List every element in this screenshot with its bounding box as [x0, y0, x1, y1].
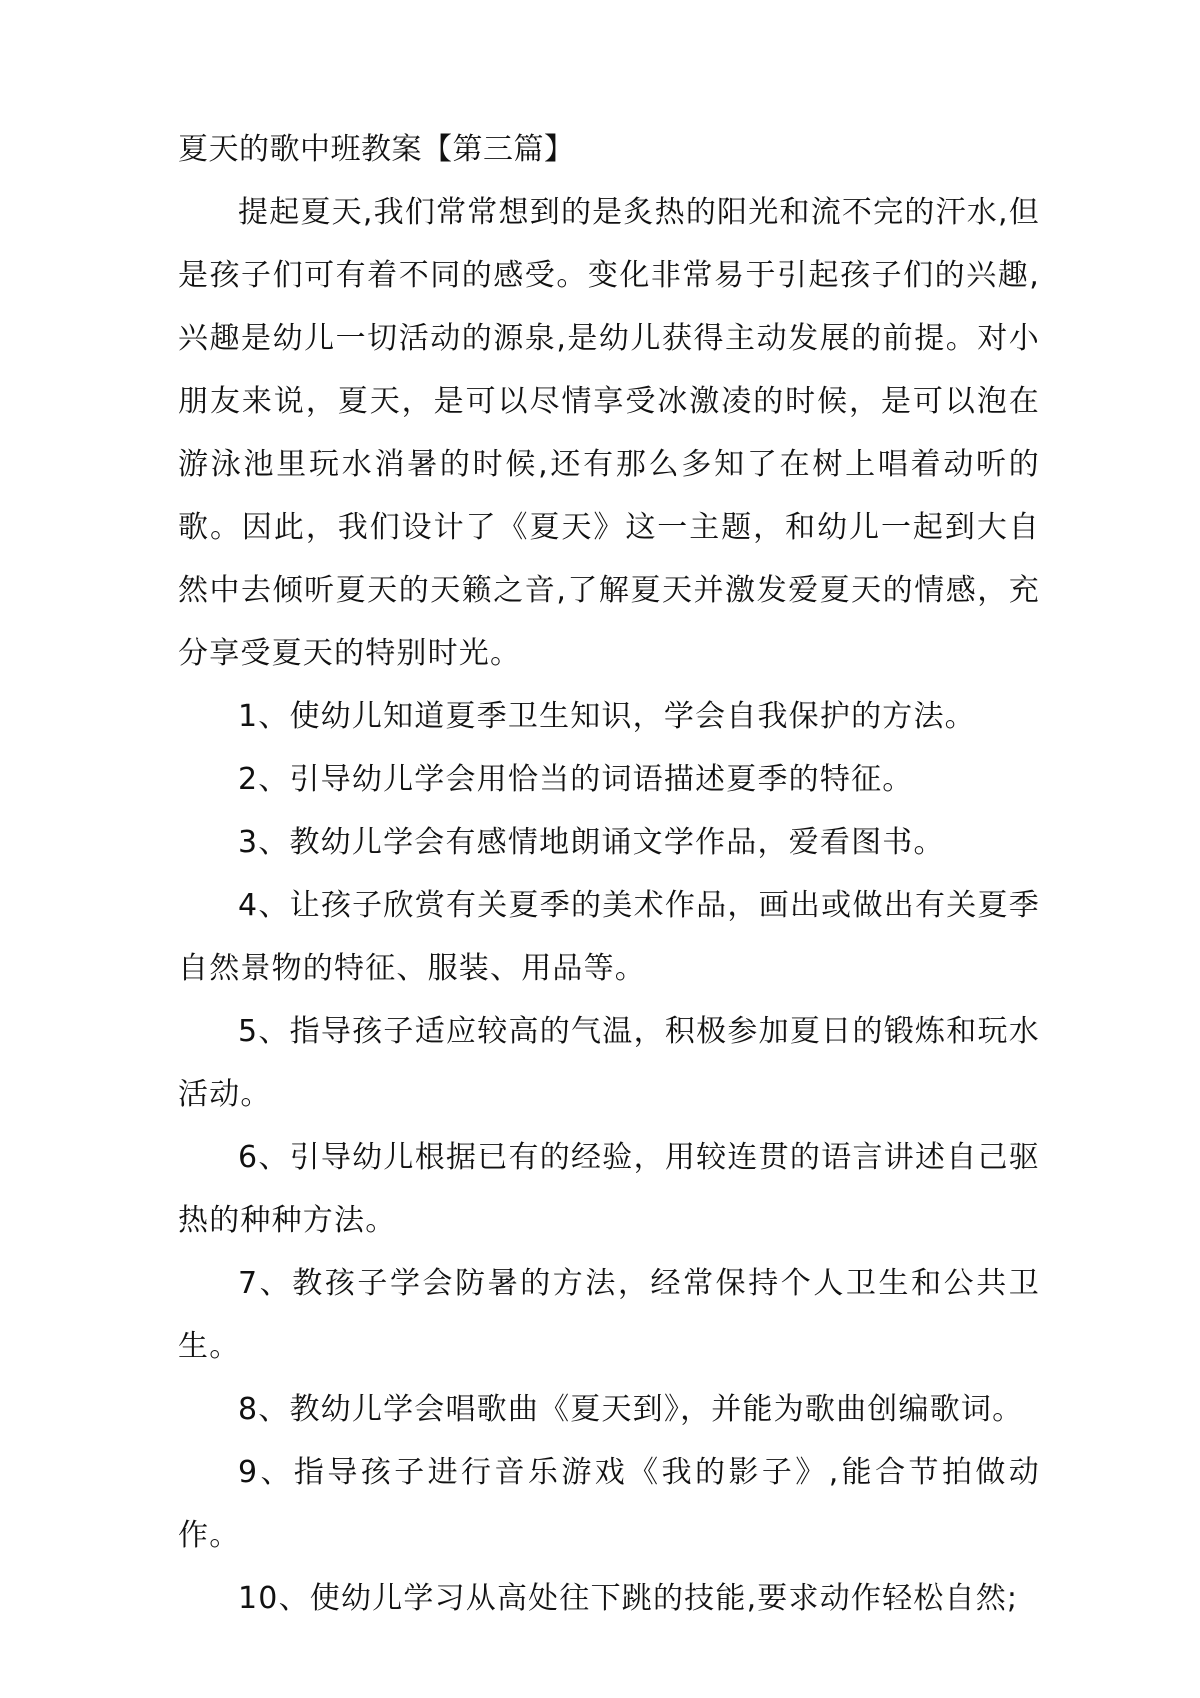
goal-item-5: 5、指导孩子适应较高的气温，积极参加夏日的锻炼和玩水活动。	[178, 1014, 1040, 1112]
goal-item-10: 10、使幼儿学习从高处往下跳的技能,要求动作轻松自然;	[238, 1581, 1019, 1616]
goal-item-2: 2、引导幼儿学会用恰当的词语描述夏季的特征。	[238, 762, 914, 797]
goal-item-9: 9、指导孩子进行音乐游戏《我的影子》,能合节拍做动作。	[178, 1455, 1040, 1553]
goal-item-8: 8、教幼儿学会唱歌曲《夏天到》，并能为歌曲创编歌词。	[238, 1392, 1024, 1427]
goal-item-7: 7、教孩子学会防暑的方法，经常保持个人卫生和公共卫生。	[178, 1266, 1040, 1364]
intro-paragraph: 提起夏天,我们常常想到的是炙热的阳光和流不完的汗水,但是孩子们可有着不同的感受。变化非常易于引起孩子们的兴趣,兴趣是幼儿一切活动的源泉,是幼儿获得主动发展的前提。对小朋友来说，夏天，是可以尽情享受冰激凌的时候，是可以泡在游泳池里玩水消暑的时候,还有那么多知了在树上唱着动听的歌。因此，我们设计了《夏天》这一主题，和幼儿一起到大自然中去倾听夏天的天籁之音,了解夏天并激发爱夏天的情感，充分享受夏天的特别时光。	[178, 195, 1040, 671]
goal-item-6: 6、引导幼儿根据已有的经验，用较连贯的语言讲述自己驱热的种种方法。	[178, 1140, 1040, 1238]
document-body	[178, 118, 1040, 1630]
goal-item-1: 1、使幼儿知道夏季卫生知识，学会自我保护的方法。	[238, 699, 976, 734]
document-title: 夏天的歌中班教案【第三篇】	[178, 132, 575, 167]
goal-item-4: 4、让孩子欣赏有关夏季的美术作品，画出或做出有关夏季自然景物的特征、服装、用品等。	[178, 888, 1040, 986]
goal-item-3: 3、教幼儿学会有感情地朗诵文学作品，爱看图书。	[238, 825, 945, 860]
